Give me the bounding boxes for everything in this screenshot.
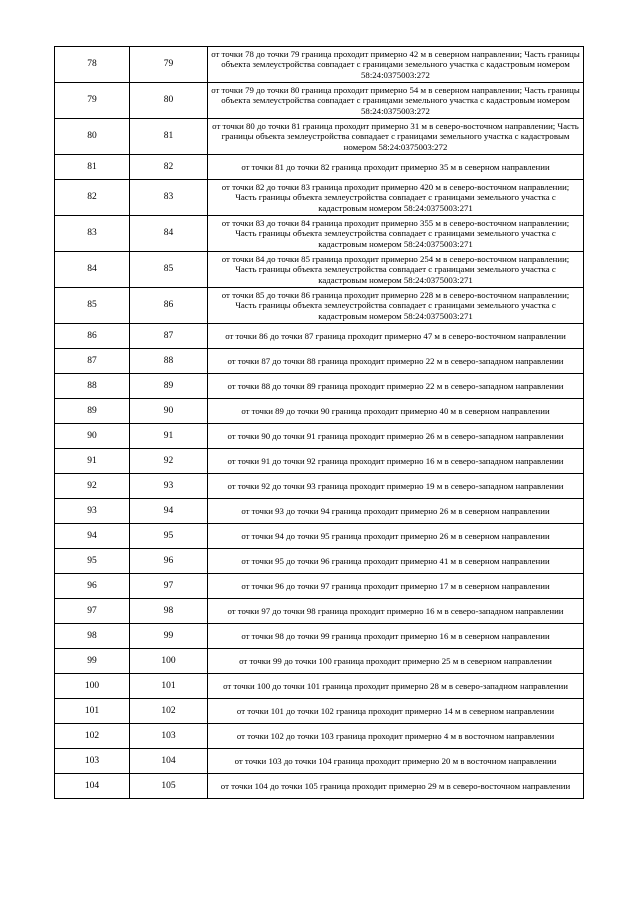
boundary-description: от точки 85 до точки 86 граница проходит примерно 228 м в северо-восточном направлении; Часть границы объекта землеустройства совпадает с границами земельного участка с кадастровым номером 58:24:0375003:271 [208,288,584,324]
boundary-description: от точки 79 до точки 80 граница проходит примерно 54 м в северном направлении; Часть границы объекта землеустройства совпадает с границами земельного участка с кадастровым номером 58:24:0375003:272 [208,83,584,119]
point-to: 98 [130,599,208,624]
point-to: 103 [130,724,208,749]
boundary-description: от точки 104 до точки 105 граница проходит примерно 29 м в северо-восточном направлении [208,774,584,799]
table-row [55,216,584,252]
boundary-description: от точки 102 до точки 103 граница проходит примерно 4 м в восточном направлении [208,724,584,749]
boundary-description: от точки 95 до точки 96 граница проходит примерно 41 м в северном направлении [208,549,584,574]
boundary-description: от точки 96 до точки 97 граница проходит примерно 17 м в северном направлении [208,574,584,599]
boundary-description: от точки 80 до точки 81 граница проходит примерно 31 м в северо-восточном направлении; Часть границы объекта землеустройства совпадает с границами земельного участка с кадастровым номером 58:24:0375003:272 [208,119,584,155]
boundary-description-table [54,46,584,799]
table-row [55,424,584,449]
boundary-description: от точки 82 до точки 83 граница проходит примерно 420 м в северо-восточном направлении; Часть границы объекта землеустройства совпадает с границами земельного участка с кадастровым номером 58:24:0375003:271 [208,180,584,216]
point-to: 91 [130,424,208,449]
point-to: 84 [130,216,208,252]
table-row [55,674,584,699]
boundary-description: от точки 83 до точки 84 граница проходит примерно 355 м в северо-восточном направлении; Часть границы объекта землеустройства совпадает с границами земельного участка с кадастровым номером 58:24:0375003:271 [208,216,584,252]
table-row [55,252,584,288]
point-from: 101 [55,699,130,724]
point-to: 100 [130,649,208,674]
table-row [55,288,584,324]
point-from: 86 [55,324,130,349]
point-to: 87 [130,324,208,349]
point-from: 88 [55,374,130,399]
table-row [55,349,584,374]
point-from: 78 [55,47,130,83]
point-to: 85 [130,252,208,288]
point-from: 91 [55,449,130,474]
point-from: 100 [55,674,130,699]
point-from: 92 [55,474,130,499]
point-from: 89 [55,399,130,424]
boundary-description: от точки 98 до точки 99 граница проходит примерно 16 м в северном направлении [208,624,584,649]
boundary-description: от точки 100 до точки 101 граница проходит примерно 28 м в северо-западном направлении [208,674,584,699]
point-to: 99 [130,624,208,649]
boundary-description: от точки 88 до точки 89 граница проходит примерно 22 м в северо-западном направлении [208,374,584,399]
table-row [55,324,584,349]
table-row [55,180,584,216]
point-from: 80 [55,119,130,155]
table-row [55,749,584,774]
table-row [55,774,584,799]
table-row [55,374,584,399]
point-from: 85 [55,288,130,324]
point-to: 93 [130,474,208,499]
point-from: 102 [55,724,130,749]
boundary-description: от точки 78 до точки 79 граница проходит примерно 42 м в северном направлении; Часть границы объекта землеустройства совпадает с границами земельного участка с кадастровым номером 58:24:0375003:272 [208,47,584,83]
point-from: 98 [55,624,130,649]
point-to: 90 [130,399,208,424]
table-row [55,47,584,83]
boundary-description: от точки 101 до точки 102 граница проходит примерно 14 м в северном направлении [208,699,584,724]
table-row [55,119,584,155]
point-to: 89 [130,374,208,399]
boundary-description: от точки 81 до точки 82 граница проходит примерно 35 м в северном направлении [208,155,584,180]
point-from: 84 [55,252,130,288]
boundary-description: от точки 84 до точки 85 граница проходит примерно 254 м в северо-восточном направлении; Часть границы объекта землеустройства совпадает с границами земельного участка с кадастровым номером 58:24:0375003:271 [208,252,584,288]
table-row [55,574,584,599]
point-to: 88 [130,349,208,374]
point-to: 83 [130,180,208,216]
boundary-description: от точки 89 до точки 90 граница проходит примерно 40 м в северном направлении [208,399,584,424]
boundary-description: от точки 97 до точки 98 граница проходит примерно 16 м в северо-западном направлении [208,599,584,624]
point-from: 81 [55,155,130,180]
point-from: 90 [55,424,130,449]
point-to: 86 [130,288,208,324]
point-from: 87 [55,349,130,374]
table-row [55,524,584,549]
boundary-description: от точки 92 до точки 93 граница проходит примерно 19 м в северо-западном направлении [208,474,584,499]
point-from: 82 [55,180,130,216]
table-row [55,599,584,624]
table-row [55,83,584,119]
boundary-description: от точки 90 до точки 91 граница проходит примерно 26 м в северо-западном направлении [208,424,584,449]
point-to: 95 [130,524,208,549]
point-to: 101 [130,674,208,699]
point-from: 97 [55,599,130,624]
point-to: 97 [130,574,208,599]
point-to: 80 [130,83,208,119]
point-to: 81 [130,119,208,155]
point-from: 96 [55,574,130,599]
boundary-description: от точки 87 до точки 88 граница проходит примерно 22 м в северо-западном направлении [208,349,584,374]
table-row [55,474,584,499]
point-from: 99 [55,649,130,674]
table-row [55,155,584,180]
table-row [55,499,584,524]
point-from: 93 [55,499,130,524]
table-row [55,624,584,649]
point-to: 94 [130,499,208,524]
boundary-description: от точки 99 до точки 100 граница проходит примерно 25 м в северном направлении [208,649,584,674]
point-to: 92 [130,449,208,474]
point-from: 103 [55,749,130,774]
table-row [55,699,584,724]
point-from: 104 [55,774,130,799]
boundary-description: от точки 91 до точки 92 граница проходит примерно 16 м в северо-западном направлении [208,449,584,474]
boundary-description: от точки 86 до точки 87 граница проходит примерно 47 м в северо-восточном направлении [208,324,584,349]
table-row [55,724,584,749]
table-row [55,549,584,574]
table-row [55,399,584,424]
point-from: 79 [55,83,130,119]
boundary-description: от точки 93 до точки 94 граница проходит примерно 26 м в северном направлении [208,499,584,524]
boundary-description: от точки 103 до точки 104 граница проходит примерно 20 м в восточном направлении [208,749,584,774]
point-to: 96 [130,549,208,574]
table-row [55,649,584,674]
point-to: 105 [130,774,208,799]
boundary-description: от точки 94 до точки 95 граница проходит примерно 26 м в северном направлении [208,524,584,549]
table-row [55,449,584,474]
point-to: 79 [130,47,208,83]
point-from: 94 [55,524,130,549]
point-to: 102 [130,699,208,724]
point-from: 95 [55,549,130,574]
point-to: 82 [130,155,208,180]
point-from: 83 [55,216,130,252]
point-to: 104 [130,749,208,774]
